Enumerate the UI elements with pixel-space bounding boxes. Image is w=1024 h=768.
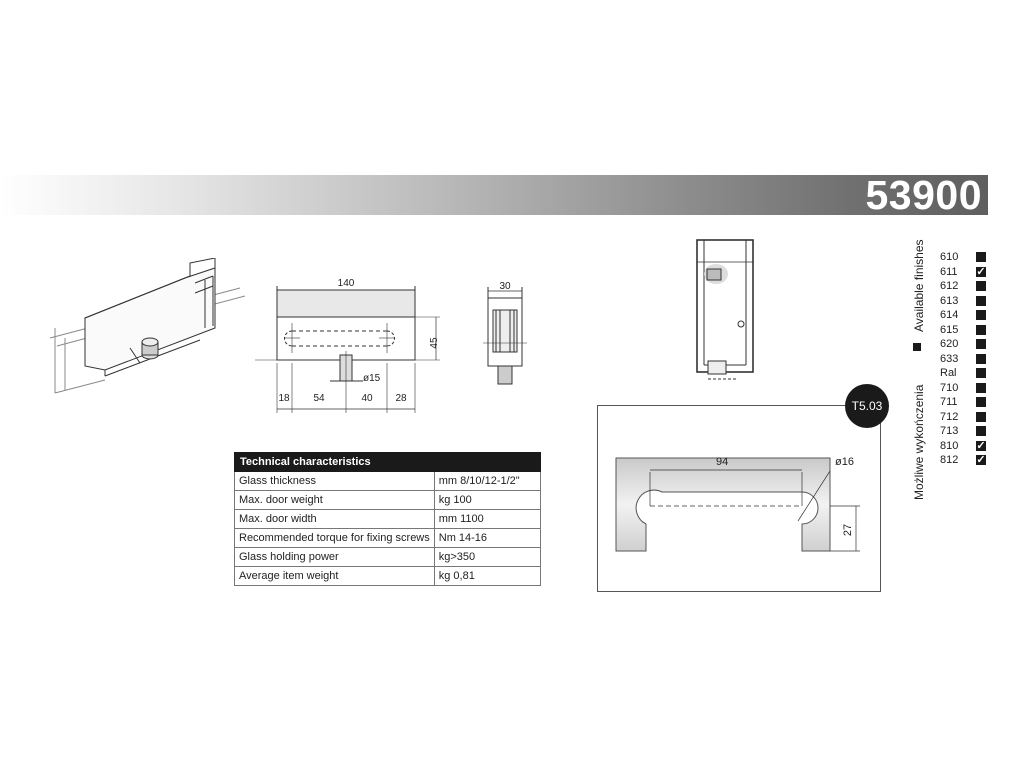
finish-swatch bbox=[976, 310, 986, 320]
finishes-label-en: Available finishes bbox=[912, 239, 926, 332]
header-banner bbox=[0, 172, 988, 218]
row-value: kg>350 bbox=[434, 548, 540, 567]
finish-code: 810 bbox=[940, 439, 959, 452]
list-item bbox=[940, 410, 986, 425]
finish-code: 712 bbox=[940, 410, 959, 423]
row-label: Max. door weight bbox=[235, 491, 435, 510]
list-item bbox=[940, 265, 986, 280]
row-value: kg 100 bbox=[434, 491, 540, 510]
list-item bbox=[940, 308, 986, 323]
dim-front-a: 18 bbox=[278, 393, 290, 404]
list-item bbox=[940, 279, 986, 294]
product-isometric-illustration bbox=[45, 258, 245, 398]
finish-code: 614 bbox=[940, 309, 959, 322]
table-row bbox=[235, 529, 541, 548]
dim-front-height: 45 bbox=[429, 337, 440, 349]
finish-swatch bbox=[976, 252, 986, 262]
dim-detail-hole-diameter: ø16 bbox=[835, 456, 854, 468]
list-item bbox=[940, 294, 986, 309]
table-row bbox=[235, 510, 541, 529]
finish-code: Ral bbox=[940, 367, 957, 380]
dim-detail-depth: 27 bbox=[842, 523, 855, 537]
finish-code: 612 bbox=[940, 280, 959, 293]
table-row bbox=[235, 472, 541, 491]
finish-swatch bbox=[976, 426, 986, 436]
finish-swatch bbox=[976, 339, 986, 349]
finishes-list bbox=[940, 250, 986, 468]
finish-code: 610 bbox=[940, 251, 959, 264]
finish-swatch bbox=[976, 412, 986, 422]
row-label: Recommended torque for fixing screws bbox=[235, 529, 435, 548]
row-label: Glass holding power bbox=[235, 548, 435, 567]
detail-view-drawing bbox=[598, 406, 880, 591]
finish-swatch: ✓ bbox=[976, 265, 986, 278]
finish-swatch bbox=[976, 281, 986, 291]
finish-swatch: ✓ bbox=[976, 454, 986, 467]
finish-swatch bbox=[976, 296, 986, 306]
list-item bbox=[940, 366, 986, 381]
detail-badge: T5.03 bbox=[845, 384, 889, 428]
table-header-blank bbox=[434, 453, 540, 472]
dim-hole-diameter: ø15 bbox=[363, 373, 381, 384]
side-view-drawing bbox=[480, 278, 530, 393]
row-value: Nm 14-16 bbox=[434, 529, 540, 548]
finish-code: 711 bbox=[940, 396, 958, 409]
list-item bbox=[940, 395, 986, 410]
finish-code: 633 bbox=[940, 352, 959, 365]
front-view-drawing bbox=[255, 275, 455, 415]
list-item bbox=[940, 352, 986, 367]
finish-code: 713 bbox=[940, 425, 959, 438]
dim-side-width: 30 bbox=[499, 281, 511, 292]
list-item bbox=[940, 453, 986, 468]
list-item bbox=[940, 250, 986, 265]
dim-hole-spacing: 94 bbox=[716, 456, 729, 468]
list-item bbox=[940, 424, 986, 439]
detail-view-box bbox=[597, 405, 881, 592]
finishes-label-pl: Możliwe wykończenia bbox=[912, 384, 926, 500]
row-value: mm 8/10/12-1/2" bbox=[434, 472, 540, 491]
technical-characteristics-table bbox=[234, 452, 541, 586]
finish-swatch bbox=[976, 368, 986, 378]
finish-code: 710 bbox=[940, 381, 959, 394]
list-item bbox=[940, 439, 986, 454]
finish-swatch: ✓ bbox=[976, 439, 986, 452]
door-elevation-drawing bbox=[690, 238, 760, 383]
product-code: 53900 bbox=[865, 172, 982, 218]
row-label: Average item weight bbox=[235, 567, 435, 586]
finishes-square-icon bbox=[913, 343, 921, 351]
row-value: kg 0,81 bbox=[434, 567, 540, 586]
list-item bbox=[940, 381, 986, 396]
row-value: mm 1100 bbox=[434, 510, 540, 529]
finish-code: 615 bbox=[940, 323, 959, 336]
table-header: Technical characteristics bbox=[235, 453, 435, 472]
dim-front-c: 40 bbox=[361, 393, 373, 404]
finish-code: 611 bbox=[940, 265, 958, 278]
dim-front-width: 140 bbox=[337, 278, 355, 289]
row-label: Max. door width bbox=[235, 510, 435, 529]
finish-code: 620 bbox=[940, 338, 959, 351]
finish-swatch bbox=[976, 397, 986, 407]
finish-swatch bbox=[976, 383, 986, 393]
dim-front-d: 28 bbox=[395, 393, 407, 404]
list-item bbox=[940, 323, 986, 338]
finish-code: 613 bbox=[940, 294, 959, 307]
table-row bbox=[235, 548, 541, 567]
finish-code: 812 bbox=[940, 454, 959, 467]
dim-front-b: 54 bbox=[313, 393, 325, 404]
table-row bbox=[235, 567, 541, 586]
finish-swatch bbox=[976, 325, 986, 335]
row-label: Glass thickness bbox=[235, 472, 435, 491]
finish-swatch bbox=[976, 354, 986, 364]
list-item bbox=[940, 337, 986, 352]
table-row bbox=[235, 491, 541, 510]
